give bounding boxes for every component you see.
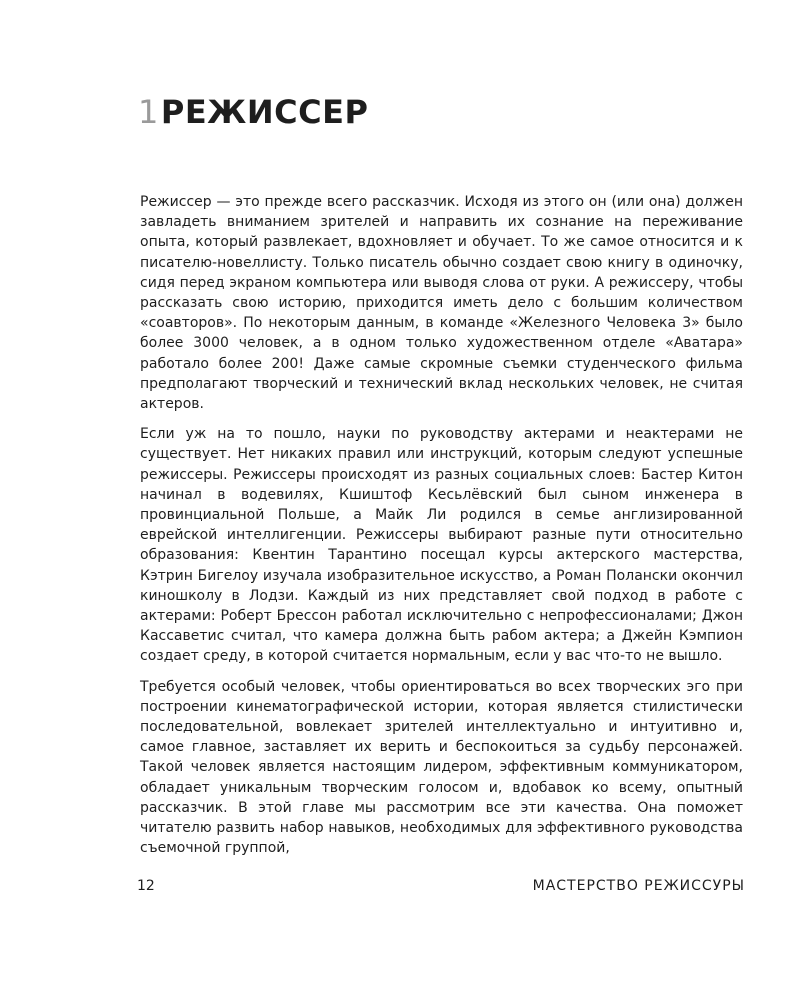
paragraph-2: Если уж на то пошло, науки по руководству актерами и неактерами не существует. Нет никаких правил или инструкций, которым следуют успешные режиссеры. Режиссеры происходят из разных социальных слоев: Бастер Китон начинал в водевилях, Кшиштоф Кесьлёвский был сыном инженера в провинциальной Польше, а Майк Ли родился в семье англизированной еврейской интеллигенции. Режиссеры выбирают разные пути относительно образования: Квентин Тарантино посещал курсы актерского мастерства, Кэтрин Бигелоу изучала изобразительное искусство, а Роман Полански окончил киношколу в Лодзи. Каждый из них представляет свой подход в работе с актерами: Роберт Брессон работал исключительно с непрофессионалами; Джон Кассаветис считал, что камера должна быть рабом актера; а Джейн Кэмпион создает среду, в которой считается нормальным, если у вас что-то не вышло. — [140, 426, 743, 665]
page-footer — [137, 876, 745, 896]
chapter-heading — [138, 92, 368, 132]
paragraph-1: Режиссер — это прежде всего рассказчик. Исходя из этого он (или она) должен завладеть вниманием зрителей и направить их сознание на переживание опыта, который развлекает, вдохновляет и обучает. То же самое относится и к писателю-новеллисту. Только писатель обычно создает свою книгу в одиночку, сидя перед экраном компьютера или выводя слова от руки. А режиссеру, чтобы рассказать свою историю, приходится иметь дело с большим количеством «соавторов». По некоторым данным, в команде «Железного Человека 3» было более 3000 человек, а в одном только художественном отделе «Аватара» работало более 200! Даже самые скромные съемки студенческого фильма предполагают творческий и технический вклад нескольких человек, не считая актеров. — [140, 194, 743, 413]
running-title: МАСТЕРСТВО РЕЖИССУРЫ — [532, 878, 745, 894]
chapter-title: РЕЖИССЕР — [160, 93, 369, 131]
page-number: 12 — [137, 878, 155, 894]
chapter-number: 1 — [138, 93, 159, 131]
paragraph-3: Требуется особый человек, чтобы ориентироваться во всех творческих эго при построении кинематографической истории, которая является стилистически последовательной, вовлекает зрителей интеллектуально и интуитивно и, самое главное, заставляет их верить и беспокоиться за судьбу персонажей. Такой человек является настоящим лидером, эффективным коммуникатором, обладает уникальным творческим голосом и, вдобавок ко всему, опытный рассказчик. В этой главе мы рассмотрим все эти качества. Она поможет читателю развить набор навыков, необходимых для эффективного руководства съемочной группой, — [140, 678, 743, 857]
body-text — [140, 192, 743, 869]
